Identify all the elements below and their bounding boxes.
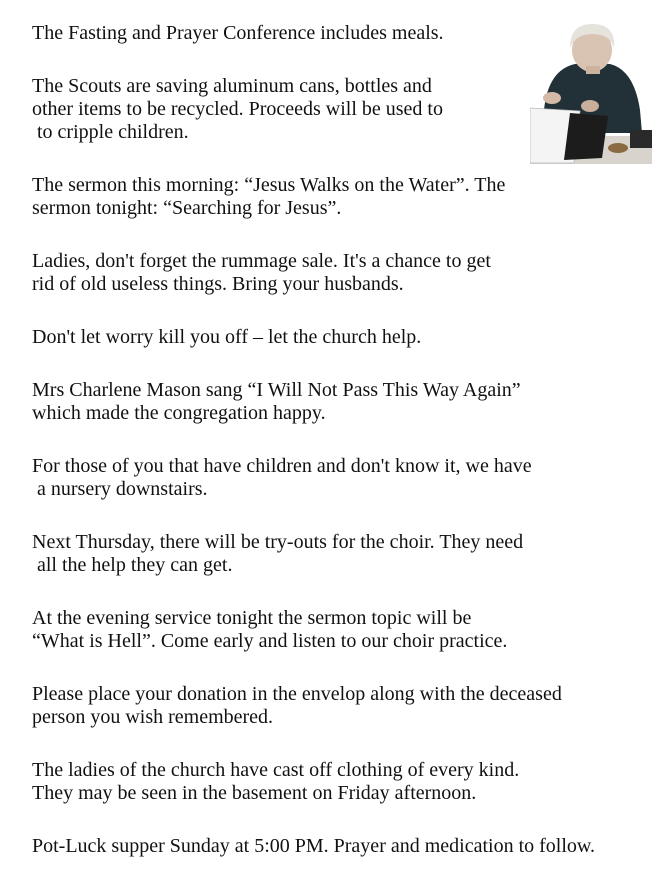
announcement-paragraph [32, 683, 662, 729]
announcement-paragraph [32, 174, 662, 220]
announcement-line: Next Thursday, there will be try-outs for the choir. They need [32, 531, 524, 553]
announcement-paragraph [32, 22, 662, 45]
announcement-paragraph [32, 326, 662, 349]
announcement-line: “What is Hell”. Come early and listen to our choir practice. [32, 630, 508, 652]
announcement-line: rid of old useless things. Bring your husbands. [32, 273, 404, 295]
announcement-line: Please place your donation in the envelop along with the deceased [32, 683, 562, 705]
announcement-line: The Scouts are saving aluminum cans, bottles and [32, 75, 432, 97]
announcement-line: The Fasting and Prayer Conference includes meals. [32, 22, 444, 44]
announcement-line: Pot-Luck supper Sunday at 5:00 PM. Prayer and medication to follow. [32, 835, 596, 857]
announcement-paragraph [32, 250, 662, 296]
announcement-paragraph [32, 455, 662, 501]
announcement-line: They may be seen in the basement on Friday afternoon. [32, 782, 477, 804]
announcement-line: For those of you that have children and don't know it, we have [32, 455, 532, 477]
church-bulletin-text [32, 22, 662, 888]
announcement-line: At the evening service tonight the sermon topic will be [32, 607, 472, 629]
announcement-line: person you wish remembered. [32, 706, 274, 728]
announcement-line: sermon tonight: “Searching for Jesus”. [32, 197, 342, 219]
announcement-line: Mrs Charlene Mason sang “I Will Not Pass This Way Again” [32, 379, 521, 401]
announcement-paragraph [32, 379, 662, 425]
announcement-paragraph [32, 835, 662, 858]
announcement-line: Ladies, don't forget the rummage sale. It's a chance to get [32, 250, 491, 272]
announcement-paragraph [32, 607, 662, 653]
announcement-line: a nursery downstairs. [32, 478, 208, 500]
announcement-paragraph [32, 531, 662, 577]
announcement-line: other items to be recycled. Proceeds will be used to [32, 98, 443, 120]
announcement-line: Don't let worry kill you off – let the church help. [32, 326, 422, 348]
announcement-line: to cripple children. [32, 121, 189, 143]
announcement-line: all the help they can get. [32, 554, 233, 576]
announcement-line: The sermon this morning: “Jesus Walks on the Water”. The [32, 174, 506, 196]
announcement-line: The ladies of the church have cast off clothing of every kind. [32, 759, 520, 781]
announcement-line: which made the congregation happy. [32, 402, 326, 424]
announcement-paragraph [32, 759, 662, 805]
announcement-paragraph [32, 75, 662, 144]
